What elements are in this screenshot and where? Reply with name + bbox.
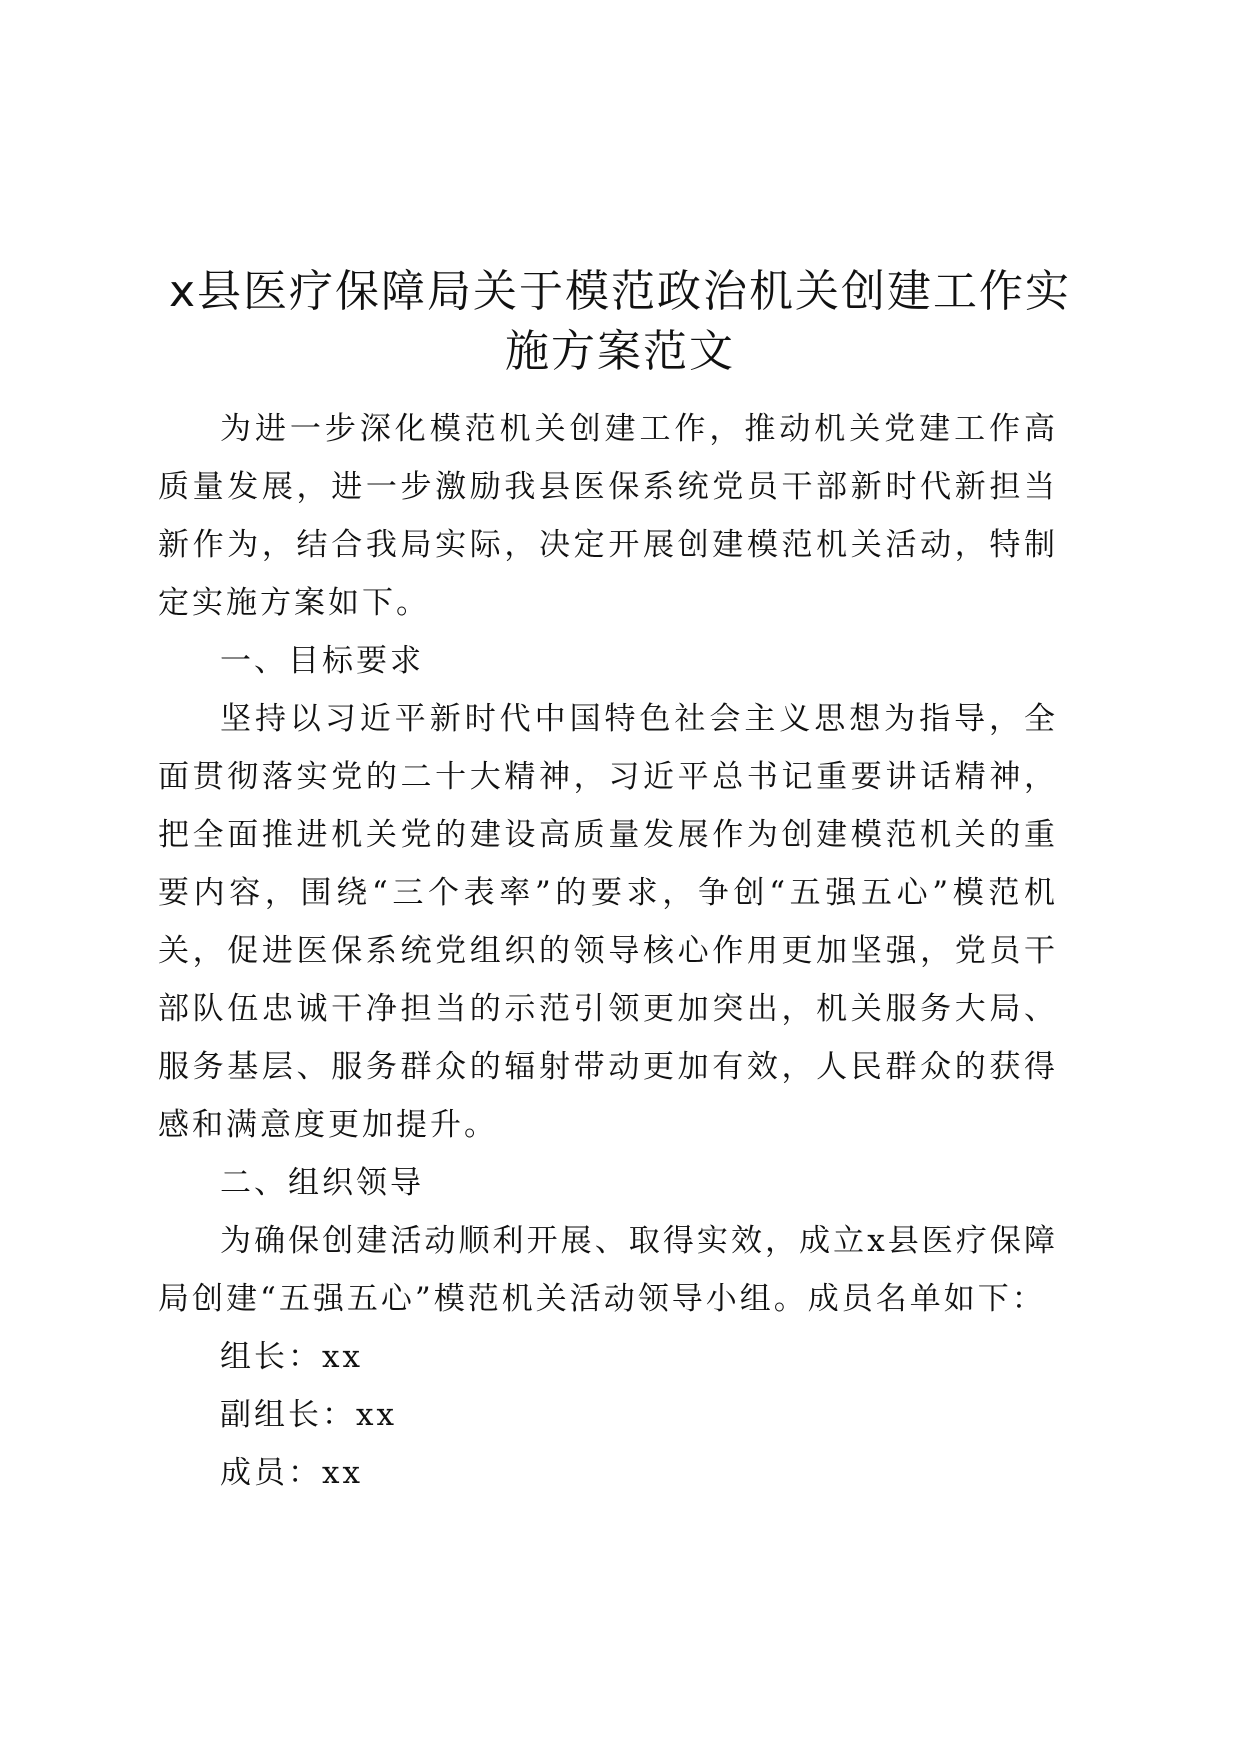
members-line: 成员：xx <box>220 1455 363 1491</box>
deputy-leader-line: 副组长：xx <box>220 1397 397 1433</box>
title-line-2: 施方案范文 <box>505 326 735 377</box>
title-line-1: x县医疗保障局关于模范政治机关创建工作实 <box>168 266 1072 317</box>
intro-paragraph: 为进一步深化模范机关创建工作，推动机关党建工作高质量发展，进一步激励我县医保系统党员干部新时代新担当新作为，结合我局实际，决定开展创建模范机关活动，特制定实施方案如下。 <box>158 411 1058 621</box>
section-2-heading: 二、组织领导 <box>220 1165 424 1201</box>
document-title <box>140 262 1100 382</box>
section-1-heading: 一、目标要求 <box>220 643 424 679</box>
document-body <box>158 400 1058 1502</box>
leader-line: 组长：xx <box>220 1339 363 1375</box>
section-1-paragraph: 坚持以习近平新时代中国特色社会主义思想为指导，全面贯彻落实党的二十大精神，习近平总书记重要讲话精神，把全面推进机关党的建设高质量发展作为创建模范机关的重要内容，围绕“三个表率”的要求，争创“五强五心”模范机关，促进医保系统党组织的领导核心作用更加坚强，党员干部队伍忠诚干净担当的示范引领更加突出，机关服务大局、服务基层、服务群众的辐射带动更加有效，人民群众的获得感和满意度更加提升。 <box>158 701 1058 1143</box>
section-2-paragraph: 为确保创建活动顺利开展、取得实效，成立x县医疗保障局创建“五强五心”模范机关活动领导小组。成员名单如下： <box>158 1223 1058 1317</box>
